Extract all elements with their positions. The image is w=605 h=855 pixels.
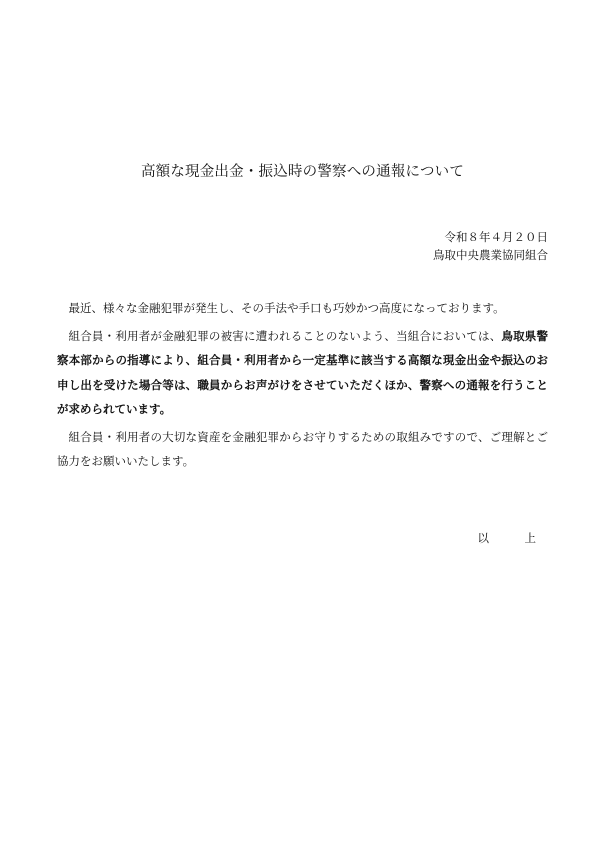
document-title: 高額な現金出金・振込時の警察への通報について — [140, 164, 465, 180]
body-paragraph-1 — [57, 296, 548, 321]
body-paragraph-3 — [57, 425, 548, 474]
body-paragraph-2 — [57, 324, 548, 422]
issuing-organization: 鳥取中央農業協同組合 — [433, 248, 548, 262]
closing-mark: 以 上 — [477, 531, 548, 545]
paragraph-text: 最近、様々な金融犯罪が発生し、その手法や手口も巧妙かつ高度になっております。 — [68, 301, 505, 315]
paragraph-text: 組合員・利用者が金融犯罪の被害に遭われることのないよう、当組合においては、 — [68, 328, 502, 343]
document-body — [57, 296, 548, 474]
emphasized-text: 鳥取県警察本部からの指導により、組合員・利用者から一定基準に該当する高額な現金出金や振込のお申し出を受けた場合等は、職員からお声がけをさせていただくほか、警察への通報を行うことが求められています。 — [57, 328, 549, 416]
document-date: 令和８年４月２０日 — [444, 230, 548, 244]
paragraph-text: 組合員・利用者の大切な資産を金融犯罪からお守りするための取組みですので、ご理解とご協力をお願いいたします。 — [57, 429, 548, 468]
